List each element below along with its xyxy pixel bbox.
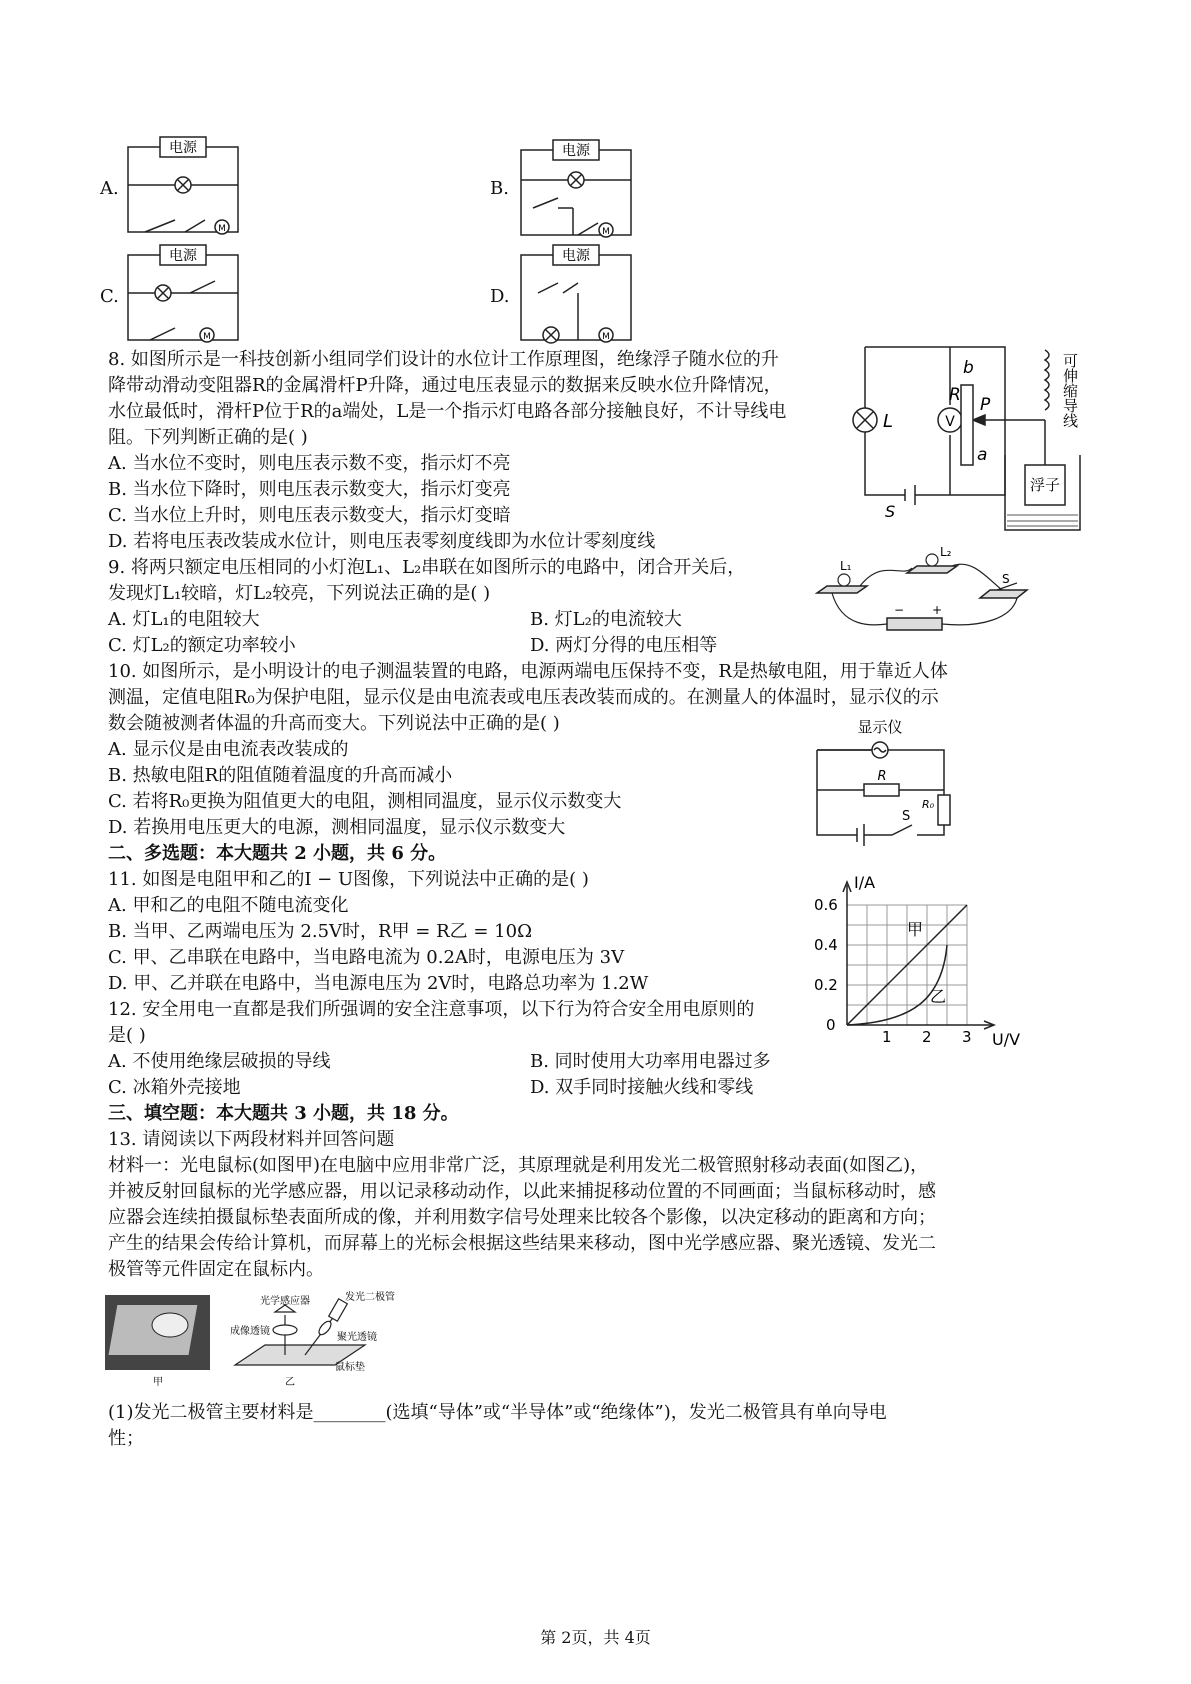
svg-text:R: R — [877, 769, 887, 784]
svg-text:M: M — [602, 332, 610, 342]
circuit-d-diagram — [518, 243, 638, 343]
q13-material-1: 材料一：光电鼠标(如图甲)在电脑中应用非常广泛，其原理就是利用发光二极管照射移动表面(如图乙)， — [108, 1155, 929, 1176]
option-a-label: A. — [100, 178, 119, 199]
q13-material-3: 应器会连续拍摄鼠标垫表面所成的像，并利用数字信号处理来比较各个影像，以决定移动的距离和方向； — [108, 1207, 936, 1228]
q8-option-d: D. 若将电压表改装成水位计，则电压表零刻度线即为水位计零刻度线 — [108, 531, 656, 552]
svg-text:电源: 电源 — [562, 248, 590, 264]
q11-stem: 11. 如图是电阻甲和乙的I − U图像，下列说法中正确的是( ) — [108, 869, 589, 890]
svg-text:I/A: I/A — [854, 873, 876, 892]
svg-text:电源: 电源 — [562, 143, 590, 159]
q9-option-b: B. 灯L₂的电流较大 — [530, 609, 682, 630]
svg-text:L: L — [883, 411, 894, 432]
svg-text:R: R — [949, 385, 961, 405]
q12-option-d: D. 双手同时接触火线和零线 — [530, 1077, 754, 1098]
q9-series-circuit-diagram — [812, 545, 1047, 638]
circuit-a-diagram — [125, 135, 245, 235]
q11-iu-graph — [812, 870, 1032, 1050]
q13-material-5: 极管等元件固定在鼠标内。 — [108, 1259, 324, 1280]
q13-sub1-line1: (1)发光二极管主要材料是________(选填“导体”或“半导体”或“绝缘体”)，发光二极管具有单向导电 — [108, 1402, 887, 1423]
svg-text:乙: 乙 — [930, 987, 947, 1006]
svg-text:S: S — [902, 809, 911, 824]
circuit-c-diagram — [125, 243, 245, 343]
svg-text:乙: 乙 — [285, 1377, 295, 1388]
svg-text:M: M — [218, 224, 226, 234]
svg-text:0.4: 0.4 — [814, 936, 838, 954]
svg-text:V: V — [945, 414, 955, 430]
q13-stem: 13. 请阅读以下两段材料并回答问题 — [108, 1129, 395, 1150]
svg-text:聚光透镜: 聚光透镜 — [337, 1332, 377, 1343]
q10-stem-1: 10. 如图所示，是小明设计的电子测温装置的电路，电源两端电压保持不变，R是热敏电阻，用于靠近人体 — [108, 661, 948, 682]
svg-text:电源: 电源 — [169, 248, 197, 264]
svg-text:−: − — [894, 603, 905, 617]
svg-text:P: P — [980, 395, 991, 415]
q9-option-c: C. 灯L₂的额定功率较小 — [108, 635, 296, 656]
svg-text:光学感应器: 光学感应器 — [260, 1296, 310, 1307]
option-d-label: D. — [490, 286, 510, 307]
svg-text:2: 2 — [922, 1028, 932, 1046]
q8-stem-1: 8. 如图所示是一科技创新小组同学们设计的水位计工作原理图，绝缘浮子随水位的升 — [108, 349, 779, 370]
q12-option-a: A. 不使用绝缘层破损的导线 — [108, 1051, 331, 1072]
q8-stem-4: 阻。下列判断正确的是( ) — [108, 427, 308, 448]
svg-text:S: S — [885, 502, 896, 521]
svg-text:a: a — [977, 445, 988, 465]
svg-text:甲: 甲 — [153, 1377, 163, 1388]
svg-text:1: 1 — [882, 1028, 892, 1046]
q11-option-d: D. 甲、乙并联在电路中，当电源电压为 2V时，电路总功率为 1.2W — [108, 973, 649, 994]
q8-option-b: B. 当水位下降时，则电压表示数变大，指示灯变亮 — [108, 479, 511, 500]
page-footer: 第 2页，共 4页 — [540, 1628, 651, 1647]
q12-stem-1: 12. 安全用电一直都是我们所强调的安全注意事项，以下行为符合安全用电原则的 — [108, 999, 755, 1020]
q12-stem-2: 是( ) — [108, 1025, 146, 1046]
svg-text:显示仪: 显示仪 — [857, 718, 903, 736]
q8-option-c: C. 当水位上升时，则电压表示数变大，指示灯变暗 — [108, 505, 511, 526]
q9-stem-1: 9. 将两只额定电压相同的小灯泡L₁、L₂串联在如图所示的电路中，闭合开关后， — [108, 557, 746, 578]
svg-text:L₂: L₂ — [940, 545, 952, 559]
q9-stem-2: 发现灯L₁较暗，灯L₂较亮，下列说法正确的是( ) — [108, 583, 491, 604]
svg-text:+: + — [932, 603, 943, 617]
q10-option-a: A. 显示仪是由电流表改装成的 — [108, 739, 349, 760]
svg-text:b: b — [963, 358, 974, 378]
q8-water-level-diagram — [855, 345, 1085, 535]
svg-text:S: S — [1002, 572, 1010, 586]
q8-option-a: A. 当水位不变时，则电压表示数不变，指示灯不亮 — [108, 453, 511, 474]
circuit-b-diagram — [518, 138, 638, 238]
q12-option-c: C. 冰箱外壳接地 — [108, 1077, 241, 1098]
section-3-title: 三、填空题：本大题共 3 小题，共 18 分。 — [108, 1103, 459, 1124]
q13-optical-mouse-figure — [105, 1290, 425, 1390]
q10-stem-2: 测温，定值电阻R₀为保护电阻，显示仪是由电流表或电压表改装而成的。在测量人的体温时，显示仪的示 — [108, 687, 939, 708]
section-2-title: 二、多选题：本大题共 2 小题，共 6 分。 — [108, 843, 447, 864]
q8-stem-3: 水位最低时，滑杆P位于R的a端处，L是一个指示灯电路各部分接触良好，不计导线电 — [108, 401, 787, 422]
q13-material-2: 并被反射回鼠标的光学感应器，用以记录移动动作，以此来捕捉移动位置的不同画面；当鼠标移动时，感 — [108, 1181, 936, 1202]
svg-text:3: 3 — [962, 1028, 972, 1046]
q10-stem-3: 数会随被测者体温的升高而变大。下列说法中正确的是( ) — [108, 713, 560, 734]
svg-text:R₀: R₀ — [922, 798, 935, 811]
option-b-label: B. — [490, 178, 509, 199]
svg-text:0.6: 0.6 — [814, 896, 838, 914]
svg-text:0.2: 0.2 — [814, 976, 838, 994]
q11-option-a: A. 甲和乙的电阻不随电流变化 — [108, 895, 349, 916]
option-c-label: C. — [100, 286, 119, 307]
svg-text:U/V: U/V — [992, 1030, 1021, 1049]
q12-option-b: B. 同时使用大功率用电器过多 — [530, 1051, 771, 1072]
q13-material-4: 产生的结果会传给计算机，而屏幕上的光标会根据这些结果来移动，图中光学感应器、聚光透镜、发光二 — [108, 1233, 936, 1254]
q10-thermometer-circuit-diagram — [812, 720, 957, 850]
q11-option-b: B. 当甲、乙两端电压为 2.5V时，R甲 = R乙 = 10Ω — [108, 921, 533, 942]
q10-option-c: C. 若将R₀更换为阻值更大的电阻，测相同温度，显示仪示数变大 — [108, 791, 622, 812]
svg-text:L₁: L₁ — [840, 559, 852, 573]
svg-text:M: M — [602, 227, 610, 237]
svg-text:浮子: 浮子 — [1029, 476, 1061, 494]
svg-text:成像透镜: 成像透镜 — [230, 1326, 270, 1337]
svg-text:鼠标垫: 鼠标垫 — [335, 1362, 365, 1373]
q8-stem-2: 降带动滑动变阻器R的金属滑杆P升降，通过电压表显示的数据来反映水位升降情况， — [108, 375, 782, 396]
svg-text:可伸缩导线: 可伸缩导线 — [1061, 353, 1079, 428]
power-label: 电源 — [169, 140, 197, 156]
q13-sub1-line2: 性； — [108, 1428, 144, 1449]
q11-option-c: C. 甲、乙串联在电路中，当电路电流为 0.2A时，电源电压为 3V — [108, 947, 625, 968]
svg-text:0: 0 — [826, 1016, 836, 1034]
q9-option-d: D. 两灯分得的电压相等 — [530, 635, 718, 656]
q10-option-d: D. 若换用电压更大的电源，测相同温度，显示仪示数变大 — [108, 817, 566, 838]
svg-text:甲: 甲 — [907, 920, 924, 939]
q10-option-b: B. 热敏电阻R的阻值随着温度的升高而减小 — [108, 765, 453, 786]
svg-text:M: M — [203, 332, 211, 342]
q9-option-a: A. 灯L₁的电阻较大 — [108, 609, 260, 630]
svg-text:发光二极管: 发光二极管 — [345, 1292, 395, 1303]
